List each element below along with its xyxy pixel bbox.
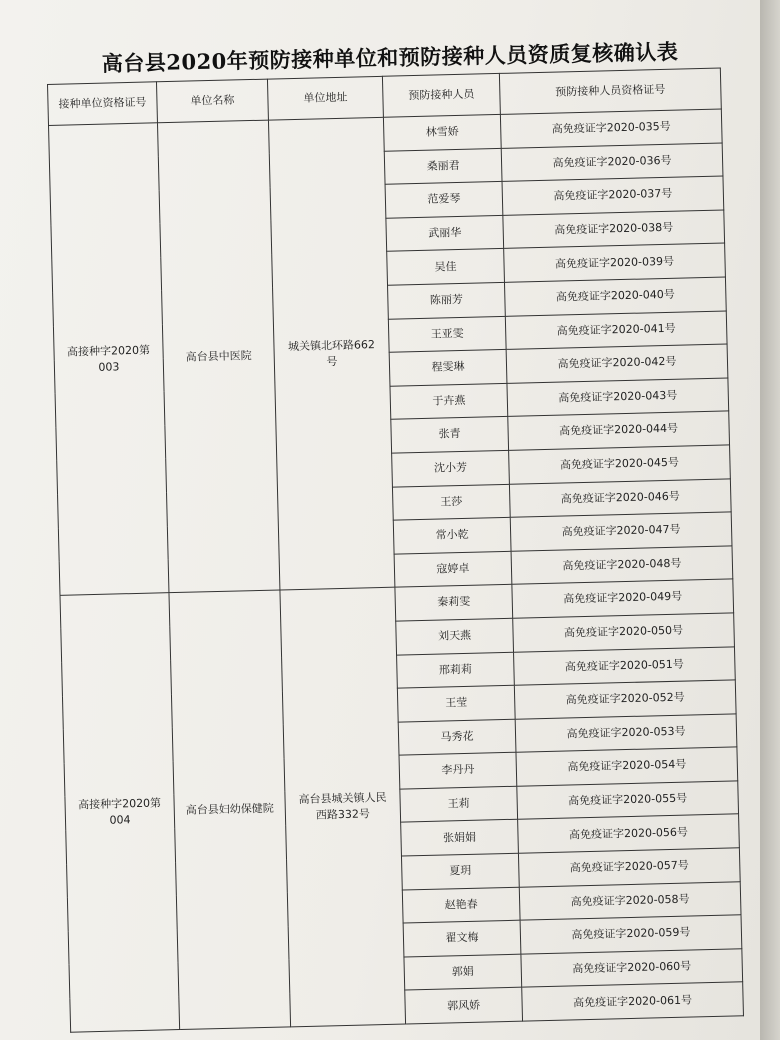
staff-name-cell: 于卉燕 xyxy=(390,383,508,419)
staff-cert-cell: 高免疫证字2020-056号 xyxy=(518,814,740,853)
staff-cert-cell: 高免疫证字2020-040号 xyxy=(504,277,726,316)
staff-cert-cell: 高免疫证字2020-055号 xyxy=(517,781,739,820)
staff-cert-cell: 高免疫证字2020-039号 xyxy=(504,243,726,282)
staff-cert-cell: 高免疫证字2020-057号 xyxy=(518,848,740,887)
staff-name-cell: 邢莉莉 xyxy=(397,652,515,688)
staff-cert-cell: 高免疫证字2020-047号 xyxy=(510,512,732,551)
staff-name-cell: 陈丽芳 xyxy=(388,282,506,318)
page-edge xyxy=(760,0,780,1040)
staff-name-cell: 武丽华 xyxy=(386,215,504,251)
staff-cert-cell: 高免疫证字2020-054号 xyxy=(516,747,738,786)
staff-name-cell: 李丹丹 xyxy=(399,753,517,789)
staff-name-cell: 桑丽君 xyxy=(384,148,502,184)
staff-name-cell: 吴佳 xyxy=(387,249,505,285)
staff-name-cell: 张娟娟 xyxy=(401,820,519,856)
unit-address-cell xyxy=(280,587,406,1026)
table-body xyxy=(49,109,744,1032)
staff-name-cell: 王莎 xyxy=(392,484,510,520)
staff-cert-cell: 高免疫证字2020-044号 xyxy=(508,411,730,450)
staff-name-cell: 寇婷卓 xyxy=(394,551,512,587)
staff-cert-cell: 高免疫证字2020-048号 xyxy=(511,546,733,585)
staff-cert-cell: 高免疫证字2020-042号 xyxy=(506,344,728,383)
staff-name-cell: 程雯琳 xyxy=(389,350,507,386)
unit-cert-cell xyxy=(60,593,180,1032)
staff-name-cell: 马秀花 xyxy=(398,719,516,755)
staff-name-cell: 赵艳春 xyxy=(402,887,520,923)
staff-cert-cell: 高免疫证字2020-046号 xyxy=(509,478,731,517)
staff-cert-cell: 高免疫证字2020-050号 xyxy=(513,613,735,652)
staff-cert-cell: 高免疫证字2020-051号 xyxy=(514,646,736,685)
document-title: 高台县2020年预防接种单位和预防接种人员资质复核确认表 xyxy=(101,38,679,77)
header-staff-name: 预防接种人员 xyxy=(382,73,500,117)
staff-name-cell: 常小乾 xyxy=(393,517,511,553)
staff-cert-cell: 高免疫证字2020-059号 xyxy=(520,915,742,954)
staff-name-cell: 刘天燕 xyxy=(396,618,514,654)
staff-cert-cell: 高免疫证字2020-058号 xyxy=(519,881,741,920)
staff-cert-cell: 高免疫证字2020-037号 xyxy=(502,176,724,215)
table-container xyxy=(47,68,744,1033)
staff-name-cell: 林雪娇 xyxy=(383,114,501,150)
staff-name-cell: 范爱琴 xyxy=(385,182,503,218)
unit-cert-cell-text: 高接种字2020第003 xyxy=(66,343,151,374)
staff-cert-cell: 高免疫证字2020-061号 xyxy=(522,982,744,1021)
unit-name-cell-text: 高台县妇幼保健院 xyxy=(185,801,274,818)
staff-name-cell: 秦莉雯 xyxy=(395,585,513,621)
staff-name-cell: 郭风娇 xyxy=(405,988,523,1024)
staff-cert-cell: 高免疫证字2020-043号 xyxy=(507,378,729,417)
staff-cert-cell: 高免疫证字2020-035号 xyxy=(500,109,722,148)
header-staff-cert: 预防接种人员资格证号 xyxy=(499,68,721,114)
unit-address-cell-text: 城关镇北环路662号 xyxy=(287,337,376,368)
unit-name-cell-text: 高台县中医院 xyxy=(185,348,252,364)
unit-name-cell xyxy=(169,590,291,1029)
unit-address-cell-text: 高台县城关镇人民西路332号 xyxy=(298,791,387,822)
unit-cert-cell-text: 高接种字2020第004 xyxy=(77,796,162,827)
header-unit-cert: 接种单位资格证号 xyxy=(48,82,158,126)
staff-cert-cell: 高免疫证字2020-053号 xyxy=(515,714,737,753)
header-unit-name: 单位名称 xyxy=(156,79,268,123)
staff-name-cell: 王莉 xyxy=(400,786,518,822)
qualification-table xyxy=(47,68,744,1033)
unit-name-cell xyxy=(157,120,279,593)
staff-name-cell: 沈小芳 xyxy=(392,450,510,486)
staff-cert-cell: 高免疫证字2020-060号 xyxy=(521,949,743,988)
staff-cert-cell: 高免疫证字2020-036号 xyxy=(501,143,723,182)
staff-cert-cell: 高免疫证字2020-049号 xyxy=(512,579,734,618)
unit-cert-cell xyxy=(49,123,169,596)
header-unit-address: 单位地址 xyxy=(267,76,383,120)
staff-cert-cell: 高免疫证字2020-041号 xyxy=(505,311,727,350)
staff-cert-cell: 高免疫证字2020-038号 xyxy=(503,210,725,249)
staff-name-cell: 夏玥 xyxy=(401,853,519,889)
staff-cert-cell: 高免疫证字2020-045号 xyxy=(509,445,731,484)
staff-cert-cell: 高免疫证字2020-052号 xyxy=(514,680,736,719)
staff-name-cell: 张青 xyxy=(391,417,509,453)
staff-name-cell: 翟文梅 xyxy=(403,920,521,956)
staff-name-cell: 王莹 xyxy=(397,685,515,721)
unit-address-cell xyxy=(268,117,394,590)
staff-name-cell: 王亚雯 xyxy=(388,316,506,352)
staff-name-cell: 郭娟 xyxy=(404,954,522,990)
